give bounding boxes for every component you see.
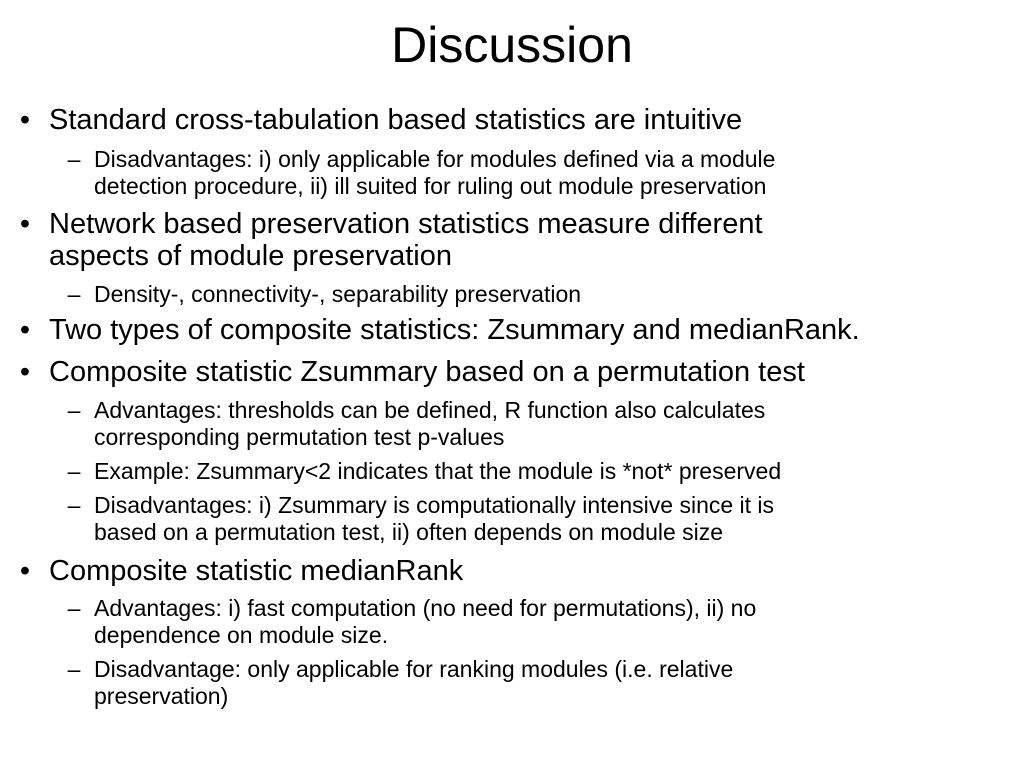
bullet-text: Two types of composite statistics: Zsummary and medianRank. — [49, 314, 860, 346]
bullet-marker: • — [19, 555, 31, 587]
sub-bullet-text: dependence on module size. — [94, 622, 389, 648]
sub-bullet-text: Disadvantage: only applicable for ranking modules (i.e. relative — [94, 656, 734, 682]
sub-bullet-marker: – — [67, 146, 81, 172]
sub-bullet-marker: – — [67, 397, 81, 423]
slide-title: Discussion — [391, 17, 633, 73]
sub-bullet-item — [67, 397, 994, 451]
sub-bullet-item — [67, 595, 994, 649]
sub-bullet-text: preservation) — [94, 683, 229, 709]
sub-bullet-item — [67, 656, 994, 710]
sub-bullet-text: detection procedure, ii) ill suited for ruling out module preservation — [94, 173, 767, 199]
bullet-item — [19, 555, 1014, 587]
bullet-marker: • — [19, 314, 31, 346]
sub-bullet-text: based on a permutation test, ii) often depends on module size — [94, 519, 724, 545]
bullet-item — [19, 104, 1014, 136]
bullet-item — [19, 356, 1014, 388]
bullet-text: Network based preservation statistics measure different — [49, 208, 763, 240]
sub-bullet-text: Disadvantages: i) Zsummary is computationally intensive since it is — [94, 492, 775, 518]
sub-bullet-marker: – — [67, 458, 81, 484]
bullet-text: Composite statistic Zsummary based on a permutation test — [49, 356, 805, 388]
sub-bullet-marker: – — [67, 492, 81, 518]
sub-bullet-text: Density-, connectivity-, separability preservation — [94, 281, 582, 307]
sub-bullet-text: Example: Zsummary<2 indicates that the module is *not* preserved — [94, 458, 782, 484]
sub-bullet-text: Advantages: thresholds can be defined, R function also calculates — [94, 397, 766, 423]
sub-bullet-text: Advantages: i) fast computation (no need for permutations), ii) no — [94, 595, 757, 621]
bullet-marker: • — [19, 104, 31, 136]
sub-bullet-text: corresponding permutation test p-values — [94, 424, 505, 450]
sub-bullet-item — [67, 146, 994, 200]
sub-bullet-marker: – — [67, 656, 81, 682]
sub-bullet-marker: – — [67, 281, 81, 307]
bullet-text: aspects of module preservation — [49, 240, 452, 272]
sub-bullet-text: Disadvantages: i) only applicable for modules defined via a module — [94, 146, 776, 172]
bullet-item — [19, 208, 1014, 272]
bullet-marker: • — [19, 356, 31, 388]
bullet-item — [19, 314, 1014, 346]
sub-bullet-marker: – — [67, 595, 81, 621]
sub-bullet-item — [67, 492, 994, 546]
sub-bullet-item — [67, 458, 994, 485]
bullet-text: Composite statistic medianRank — [49, 555, 464, 587]
bullet-marker: • — [19, 208, 31, 240]
bullet-text: Standard cross-tabulation based statistics are intuitive — [49, 104, 743, 136]
sub-bullet-item — [67, 281, 994, 308]
